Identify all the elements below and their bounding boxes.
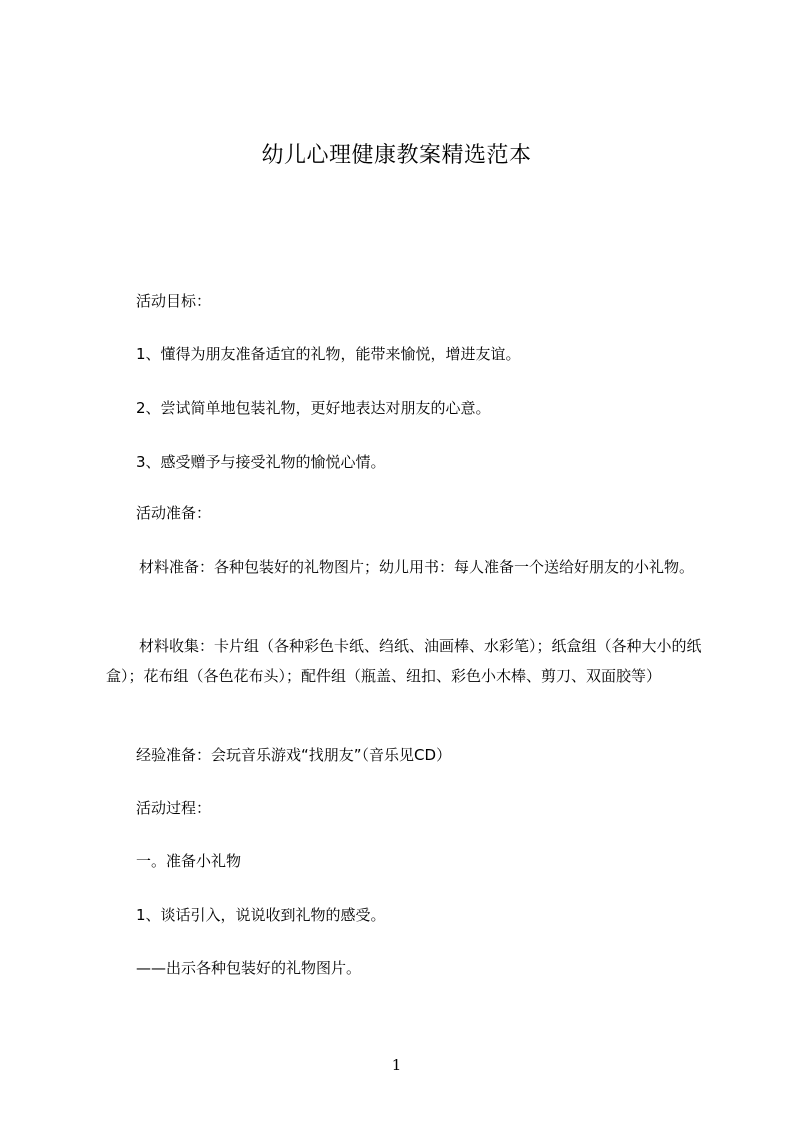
paragraph: 1、懂得为朋友准备适宜的礼物，能带来愉悦，增进友谊。 [136, 345, 521, 363]
page-title: 幼儿心理健康教案精选范本 [261, 143, 532, 168]
paragraph: ——出示各种包装好的礼物图片。 [136, 959, 362, 977]
paragraph: 材料准备：各种包装好的礼物图片；幼儿用书：每人准备一个送给好朋友的小礼物。 [139, 558, 695, 576]
paragraph: 2、尝试简单地包装礼物，更好地表达对朋友的心意。 [136, 399, 491, 417]
section-heading-process: 活动过程： [136, 799, 212, 817]
paragraph: 经验准备：会玩音乐游戏“找朋友”（音乐见CD） [136, 746, 452, 764]
paragraph: 3、感受赠予与接受礼物的愉悦心情。 [136, 453, 386, 471]
paragraph: 1、谈话引入，说说收到礼物的感受。 [136, 906, 386, 924]
section-heading-preparation: 活动准备： [136, 504, 212, 522]
paragraph: 材料收集：卡片组（各种彩色卡纸、绉纸、油画棒、水彩笔）；纸盒组（各种大小的纸盒）；花布组（各色花布头）；配件组（瓶盖、纽扣、彩色小木棒、剪刀、双面胶等） [106, 637, 702, 685]
paragraph: 一。准备小礼物 [136, 852, 242, 870]
page-number: 1 [391, 1056, 402, 1074]
section-heading-goals: 活动目标： [136, 292, 212, 310]
